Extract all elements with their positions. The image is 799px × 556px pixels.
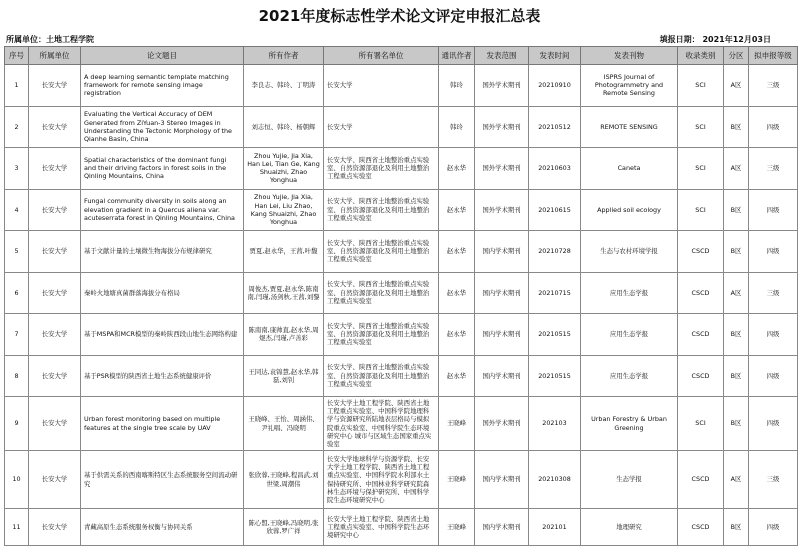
cell-zone: B区 (724, 355, 749, 397)
cell-no: 6 (5, 272, 29, 314)
cell-zone: A区 (724, 65, 749, 107)
header-journal: 发表刊物 (581, 47, 678, 65)
table-row (5, 106, 798, 148)
cell-journal: Urban Forestry & Urban Greening (581, 397, 678, 451)
cell-journal: Applied soil ecology (581, 189, 678, 231)
cell-scope: 国外学术期刊 (475, 189, 529, 231)
cell-zone: B区 (724, 509, 749, 546)
cell-zone: A区 (724, 272, 749, 314)
cell-unit: 长安大学 (29, 272, 81, 314)
table-row (5, 231, 798, 273)
cell-unit: 长安大学 (29, 106, 81, 148)
cell-level: 四级 (749, 106, 798, 148)
cell-index: SCI (678, 189, 724, 231)
cell-no: 2 (5, 106, 29, 148)
cell-no: 7 (5, 314, 29, 356)
cell-authors: 贾夏,赵永华，王茜,叶馥 (244, 231, 324, 273)
table-row (5, 509, 798, 546)
cell-zone: B区 (724, 314, 749, 356)
cell-journal: 应用生态学报 (581, 272, 678, 314)
cell-corr: 王晓峰 (439, 451, 475, 509)
cell-scope: 国外学术期刊 (475, 106, 529, 148)
table-row (5, 65, 798, 107)
page-title: 2021年度标志性学术论文评定申报汇总表 (258, 7, 541, 25)
cell-title: Spatial characteristics of the dominant fungi and their driving factors in forest soils in the Qinling Mountains, China (81, 148, 244, 190)
cell-zone: A区 (724, 451, 749, 509)
cell-orgs: 长安大学、陕西省土地整治重点实验室、自然资源部退化及利用土地整治工程重点实验室 (324, 148, 439, 190)
cell-corr: 赵永华 (439, 148, 475, 190)
cell-level: 四级 (749, 189, 798, 231)
cell-level: 三级 (749, 272, 798, 314)
cell-date: 20210515 (529, 355, 581, 397)
table-row (5, 148, 798, 190)
cell-orgs: 长安大学、陕西省土地整治重点实验室、自然资源部退化及利用土地整治工程重点实验室 (324, 355, 439, 397)
cell-no: 1 (5, 65, 29, 107)
header-date: 发表时间 (529, 47, 581, 65)
table-row (5, 397, 798, 451)
header-authors: 所有作者 (244, 47, 324, 65)
cell-title: 秦岭火地塘真菌群落海拔分布格局 (81, 272, 244, 314)
cell-zone: B区 (724, 397, 749, 451)
cell-level: 三级 (749, 65, 798, 107)
cell-corr: 赵永华 (439, 272, 475, 314)
cell-title: Evaluating the Vertical Accuracy of DEM Generated from ZiYuan-3 Stereo Images in Understanding the Tectonic Morphology of the Qianhe Basin, China (81, 106, 244, 148)
cell-date: 20210512 (529, 106, 581, 148)
cell-authors: 张欣蓉,王晓峰,程昌武,刘世梁,周潮伟 (244, 451, 324, 509)
cell-index: CSCD (678, 231, 724, 273)
cell-journal: 应用生态学报 (581, 314, 678, 356)
cell-title: 基于MSPA和MCR模型的秦岭陕西段山地生态网络构建 (81, 314, 244, 356)
cell-orgs: 长安大学、陕西省土地整治重点实验室、自然资源部退化及利用土地整治工程重点实验室 (324, 272, 439, 314)
cell-scope: 国内学术期刊 (475, 272, 529, 314)
cell-index: CSCD (678, 451, 724, 509)
cell-level: 四级 (749, 355, 798, 397)
cell-date: 20210910 (529, 65, 581, 107)
summary-table (4, 46, 798, 546)
cell-level: 四级 (749, 509, 798, 546)
cell-authors: 刘志恒、韩玲、杨朝辉 (244, 106, 324, 148)
cell-zone: B区 (724, 231, 749, 273)
cell-scope: 国内学术期刊 (475, 231, 529, 273)
header-index: 收录类别 (678, 47, 724, 65)
cell-orgs: 长安大学 (324, 65, 439, 107)
cell-corr: 王晓峰 (439, 509, 475, 546)
cell-title: 基于文献计量的土壤微生物海拔分布规律研究 (81, 231, 244, 273)
cell-authors: 李良志、韩玲、丁明涛 (244, 65, 324, 107)
header-level: 拟申报等级 (749, 47, 798, 65)
cell-unit: 长安大学 (29, 148, 81, 190)
date-label: 填报日期： 2021年12月03日 (659, 35, 771, 44)
cell-authors: Zhou Yujie, Jia Xia, Han Lei, Liu Zhao, Kang Shuaizhi, Zhao Yonghua (244, 189, 324, 231)
cell-scope: 国内学术期刊 (475, 355, 529, 397)
cell-title: 青藏高原生态系统服务权衡与协同关系 (81, 509, 244, 546)
cell-authors: 王同达,袁锦慧,赵永华,韩磊,刘钊 (244, 355, 324, 397)
cell-index: SCI (678, 65, 724, 107)
cell-no: 10 (5, 451, 29, 509)
cell-unit: 长安大学 (29, 65, 81, 107)
cell-date: 20210515 (529, 314, 581, 356)
cell-journal: REMOTE SENSING (581, 106, 678, 148)
cell-no: 3 (5, 148, 29, 190)
cell-unit: 长安大学 (29, 189, 81, 231)
cell-scope: 国外学术期刊 (475, 65, 529, 107)
header-row (5, 47, 798, 65)
cell-corr: 王晓峰 (439, 397, 475, 451)
cell-scope: 国外学术期刊 (475, 148, 529, 190)
cell-title: 基于PSR模型的陕西省土地生态系统健康评价 (81, 355, 244, 397)
cell-date: 20210728 (529, 231, 581, 273)
cell-no: 4 (5, 189, 29, 231)
cell-index: CSCD (678, 272, 724, 314)
cell-authors: 王晓峰、王怡、周涵伟、尹礼唱、冯晓明 (244, 397, 324, 451)
header-orgs: 所有署名单位 (324, 47, 439, 65)
cell-level: 三级 (749, 148, 798, 190)
cell-scope: 国外学术期刊 (475, 397, 529, 451)
cell-unit: 长安大学 (29, 397, 81, 451)
cell-date: 20210715 (529, 272, 581, 314)
cell-journal: 生态与农村环境学报 (581, 231, 678, 273)
cell-corr: 韩玲 (439, 106, 475, 148)
cell-index: CSCD (678, 509, 724, 546)
cell-index: CSCD (678, 314, 724, 356)
table-row (5, 272, 798, 314)
cell-date: 20210615 (529, 189, 581, 231)
cell-date: 202103 (529, 397, 581, 451)
cell-journal: 生态学报 (581, 451, 678, 509)
cell-unit: 长安大学 (29, 355, 81, 397)
cell-index: SCI (678, 397, 724, 451)
header-corr: 通讯作者 (439, 47, 475, 65)
cell-journal: 地理研究 (581, 509, 678, 546)
cell-orgs: 长安大学地球科学与资源学院、长安大学土地工程学院、陕西省土地工程重点实验室、中国科学院水利部水土保持研究所、中国林业科学研究院森林生态环境与保护研究所、中国科学院生态环境研究中心 (324, 451, 439, 509)
cell-zone: B区 (724, 189, 749, 231)
header-zone: 分区 (724, 47, 749, 65)
cell-corr: 赵永华 (439, 355, 475, 397)
cell-scope: 国内学术期刊 (475, 314, 529, 356)
unit-label: 所属单位：土地工程学院 (6, 35, 94, 44)
cell-zone: A区 (724, 148, 749, 190)
cell-no: 5 (5, 231, 29, 273)
cell-orgs: 长安大学、陕西省土地整治重点实验室、自然资源部退化及利用土地整治工程重点实验室 (324, 231, 439, 273)
cell-title: Fungal community diversity in soils along an elevation gradient in a Quercus aliena var. acuteserrata forest in Qinling Mountains, China (81, 189, 244, 231)
header-no: 序号 (5, 47, 29, 65)
cell-orgs: 长安大学、陕西省土地整治重点实验室、自然资源部退化及利用土地整治工程重点实验室 (324, 314, 439, 356)
cell-authors: 周俊杰,贾夏,赵永华,陈南南,闫瑾,汤剑秋,王茜,刘黎 (244, 272, 324, 314)
cell-orgs: 长安大学 (324, 106, 439, 148)
header-title: 论文题目 (81, 47, 244, 65)
cell-journal: 应用生态学报 (581, 355, 678, 397)
cell-no: 9 (5, 397, 29, 451)
cell-level: 四级 (749, 314, 798, 356)
cell-journal: Caneta (581, 148, 678, 190)
cell-date: 20210603 (529, 148, 581, 190)
table-row (5, 355, 798, 397)
cell-unit: 长安大学 (29, 314, 81, 356)
cell-unit: 长安大学 (29, 231, 81, 273)
cell-corr: 赵永华 (439, 314, 475, 356)
cell-index: SCI (678, 106, 724, 148)
cell-index: SCI (678, 148, 724, 190)
table-row (5, 314, 798, 356)
cell-orgs: 长安大学土地工程学院、陕西省土地工程重点实验室、中国科学院地理科学与资源研究所陆地表层格局与模拟院重点实验室、中国科学院生态环境研究中心 城市与区域生态国家重点实验室 (324, 397, 439, 451)
header-unit: 所属单位 (29, 47, 81, 65)
cell-authors: 陈心盟,王晓峰,冯晓明,张欣蓉,罗广祥 (244, 509, 324, 546)
cell-level: 四级 (749, 231, 798, 273)
table-row (5, 451, 798, 509)
cell-corr: 赵永华 (439, 189, 475, 231)
cell-level: 三级 (749, 451, 798, 509)
cell-date: 20210308 (529, 451, 581, 509)
cell-no: 11 (5, 509, 29, 546)
cell-unit: 长安大学 (29, 451, 81, 509)
cell-date: 202101 (529, 509, 581, 546)
cell-journal: ISPRS Journal of Photogrammetry and Remote Sensing (581, 65, 678, 107)
cell-unit: 长安大学 (29, 509, 81, 546)
cell-scope: 国内学术期刊 (475, 509, 529, 546)
cell-zone: B区 (724, 106, 749, 148)
cell-level: 四级 (749, 397, 798, 451)
header-scope: 发表范围 (475, 47, 529, 65)
cell-corr: 韩玲 (439, 65, 475, 107)
table-row (5, 189, 798, 231)
cell-title: 基于供需关系的西南喀斯特区生态系统服务空间流动研究 (81, 451, 244, 509)
cell-title: A deep learning semantic template matching framework for remote sensing image registration (81, 65, 244, 107)
cell-scope: 国内学术期刊 (475, 451, 529, 509)
cell-authors: 陈南南,康帅直,赵永华,周煜杰,闫瑾,卢善彩 (244, 314, 324, 356)
cell-index: CSCD (678, 355, 724, 397)
cell-orgs: 长安大学土地工程学院、陕西省土地工程重点实验室、中国科学院生态环境研究中心 (324, 509, 439, 546)
cell-title: Urban forest monitoring based on multiple features at the single tree scale by UAV (81, 397, 244, 451)
cell-no: 8 (5, 355, 29, 397)
cell-orgs: 长安大学、陕西省土地整治重点实验室、自然资源部退化及利用土地整治工程重点实验室 (324, 189, 439, 231)
cell-authors: Zhou Yujie, Jia Xia, Han Lei, Tian Ge, Kang Shuaizhi, Zhao Yonghua (244, 148, 324, 190)
cell-corr: 赵永华 (439, 231, 475, 273)
